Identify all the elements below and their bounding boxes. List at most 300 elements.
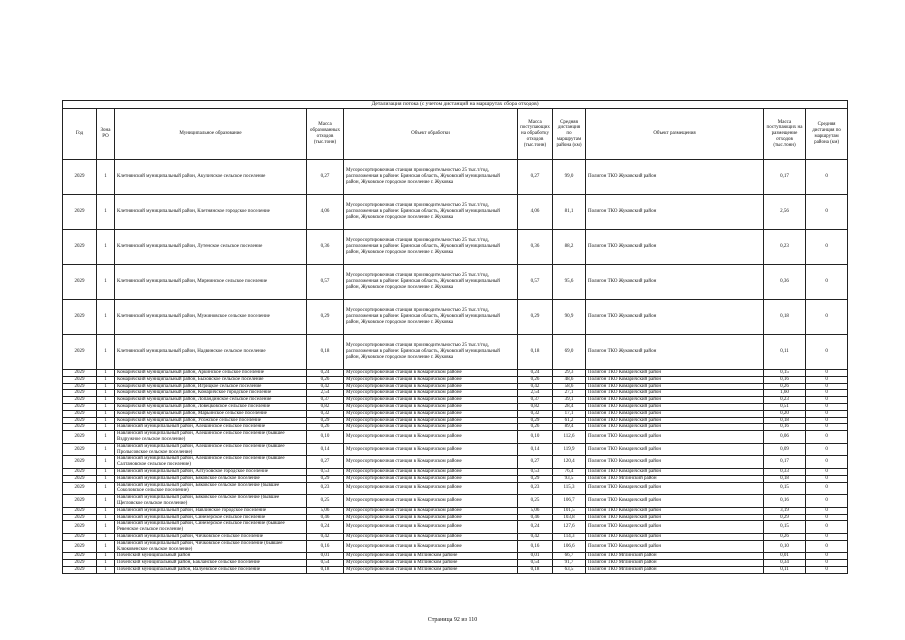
column-header: Масса поступающих на размещение отходов (тыс.тонн) [764,109,806,160]
table-cell: 0,29 [307,417,344,424]
table-cell: 0,17 [764,456,806,469]
table-cell: 0,23 [764,230,806,265]
table-cell: 1 [97,553,115,560]
table-cell: 0,18 [764,475,806,482]
table-cell: Навлинский муниципальный район, Алешинское сельское поселение [115,424,307,431]
waste-flow-table [62,100,848,574]
table-cell: 0,26 [307,424,344,431]
table-cell: 0,26 [307,376,344,383]
table-cell: 69,0 [553,335,586,370]
table-cell: 0,53 [307,468,344,475]
table-cell: 0,25 [518,495,553,508]
table-cell: Полигон ТКО Комаричский район [586,410,764,417]
table-cell: 0,16 [307,540,344,553]
table-caption: Детализация потока (с учетом дистанций на маршрутах сбора отходов) [63,101,848,109]
table-cell: Мусоросортировочная станция в Комаричском районе [344,403,518,410]
table-cell: 0,15 [764,521,806,534]
table-cell: 1 [97,431,115,444]
table-row [63,431,848,444]
table-cell: 2029 [63,475,97,482]
table-cell: 0,11 [764,335,806,370]
table-cell: 2029 [63,390,97,397]
table-cell: 0 [806,566,848,573]
table-cell: 2029 [63,195,97,230]
table-cell: 2029 [63,540,97,553]
table-cell: Мусоросортировочная станция производительностью 25 тыс.т/год, расположенная в районе: Брянская область, Жуковский муниципальный район, Жуковское городское поселение г. Жуковка [344,160,518,195]
table-cell: Полигон ТКО Мглинский район [586,553,764,560]
table-cell: Комаричский муниципальный район, Марьинское сельское поселение [115,410,307,417]
table-cell: 2029 [63,403,97,410]
table-cell: Полигон ТКО Жуковский район [586,230,764,265]
table-cell: 0 [806,160,848,195]
table-row [63,370,848,377]
table-cell: Полигон ТКО Комаричский район [586,397,764,404]
table-cell: 2029 [63,533,97,540]
table-cell: 0,27 [518,456,553,469]
table-cell: Мусоросортировочная станция в Мглинском районе [344,553,518,560]
table-cell: 1 [97,383,115,390]
table-cell: 0,57 [307,265,344,300]
table-cell: Клетнянский муниципальный район, Мирнинское сельское поселение [115,265,307,300]
column-header: Объект размещения [586,109,764,160]
table-cell: Мусоросортировочная станция в Комаричском районе [344,370,518,377]
table-cell: 3,19 [764,507,806,514]
table-cell: 0,23 [764,397,806,404]
table-cell: 0,29 [307,300,344,335]
table-cell: 0 [806,195,848,230]
table-cell: Навлинский муниципальный район, Чичковское сельское поселение (бывшее Клюковенское сельское поселение) [115,540,307,553]
table-cell: 101,5 [553,507,586,514]
table-cell: 1 [97,230,115,265]
table-cell: Комаричский муниципальный район, Игрицкое сельское поселение [115,383,307,390]
table-cell: Мусоросортировочная станция в Комаричском районе [344,383,518,390]
table-cell: Полигон ТКО Комаричский район [586,521,764,534]
table-cell: 0,42 [518,533,553,540]
table-cell: Полигон ТКО Комаричский район [586,376,764,383]
table-cell: 1 [97,160,115,195]
table-row [63,335,848,370]
table-cell: 119,9 [553,443,586,456]
table-cell: 0,82 [518,403,553,410]
table-cell: 0,33 [764,468,806,475]
table-cell: Полигон ТКО Комаричский район [586,507,764,514]
column-header: Средняя дистанция по маршрутам района (км) [806,109,848,160]
table-cell: 103,8 [553,514,586,521]
table-cell: Полигон ТКО Комаричский район [586,431,764,444]
table-row [63,410,848,417]
table-row [63,521,848,534]
table-row [63,533,848,540]
table-cell: Полигон ТКО Мглинский район [586,475,764,482]
table-cell: 0,15 [764,482,806,495]
table-cell: Навлинский муниципальный район, Алешинское сельское поселение (бывшее Салтановское сельское поселение) [115,456,307,469]
table-cell: 2029 [63,560,97,567]
table-cell: 0,16 [764,424,806,431]
table-cell: Полигон ТКО Комаричский район [586,424,764,431]
table-cell: Полигон ТКО Комаричский район [586,383,764,390]
column-header: Муниципальное образование [115,109,307,160]
table-cell: 1 [97,560,115,567]
document-sheet [62,100,847,574]
table-cell: 1 [97,300,115,335]
column-header: Средняя дистанция по маршрутам района (км) [553,109,586,160]
table-cell: Навлинский муниципальный район, Алтуховское городское поселение [115,468,307,475]
table-cell: Полигон ТКО Мглинский район [586,566,764,573]
table-cell: 0 [806,230,848,265]
table-cell: 1 [97,475,115,482]
table-row [63,566,848,573]
table-cell: 27,1 [553,390,586,397]
table-row [63,160,848,195]
table-cell: 1 [97,424,115,431]
table-cell: Комаричский муниципальный район, Лопандинское сельское поселение [115,397,307,404]
table-cell: Навлинский муниципальный район, Бяковское сельское поселение [115,475,307,482]
table-cell: 0,24 [307,370,344,377]
table-cell: Мусоросортировочная станция в Комаричском районе [344,495,518,508]
table-cell: 91,7 [553,560,586,567]
table-cell: 0,54 [518,560,553,567]
table-cell: 0,18 [307,335,344,370]
table-cell: 106,7 [553,495,586,508]
table-cell: 0 [806,540,848,553]
table-cell: Полигон ТКО Комаричский район [586,403,764,410]
table-header-row [63,109,848,160]
table-cell: Мусоросортировочная станция в Комаричском районе [344,410,518,417]
table-cell: Мусоросортировочная станция производительностью 25 тыс.т/год, расположенная в районе: Брянская область, Жуковский муниципальный район, Жуковское городское поселение г. Жуковка [344,265,518,300]
table-cell: 2029 [63,431,97,444]
table-cell: 127,6 [553,521,586,534]
table-cell: 0,57 [518,265,553,300]
table-cell: Клетнянский муниципальный район, Надвинское сельское поселение [115,335,307,370]
table-cell: Полигон ТКО Комаричский район [586,482,764,495]
table-cell: 0,01 [518,553,553,560]
table-cell: 1 [97,533,115,540]
table-cell: 0 [806,265,848,300]
table-cell: 0,29 [307,475,344,482]
table-cell: 1,60 [764,390,806,397]
table-cell: Почепский муниципальный район, Бакланское сельское поселение [115,560,307,567]
table-cell: Полигон ТКО Комаричский район [586,456,764,469]
table-cell: 0,16 [518,540,553,553]
table-cell: Навлинский муниципальный район, Алешинское сельское поселение (бывшее Пролысовское сельское поселение) [115,443,307,456]
table-cell: 0,23 [307,482,344,495]
table-cell: Комаричский муниципальный район, Аркинское сельское поселение [115,370,307,377]
table-cell: 0,42 [518,383,553,390]
table-cell: 4,06 [307,195,344,230]
table-cell: Мусоросортировочная станция в Комаричском районе [344,417,518,424]
table-cell: Полигон ТКО Комаричский район [586,370,764,377]
table-cell: 0 [806,370,848,377]
table-row [63,443,848,456]
table-cell: 95,6 [553,265,586,300]
table-row [63,403,848,410]
table-cell: 0,54 [307,560,344,567]
table-cell: Почепский муниципальный район, Валуевское сельское поселение [115,566,307,573]
table-cell: 115,3 [553,482,586,495]
table-cell: 0 [806,553,848,560]
table-cell: 0,32 [307,410,344,417]
table-row [63,553,848,560]
table-cell: 0 [806,424,848,431]
table-cell: 0,29 [518,475,553,482]
table-row [63,482,848,495]
table-cell: 0 [806,403,848,410]
table-cell: Полигон ТКО Комаричский район [586,533,764,540]
table-cell: 0,36 [518,230,553,265]
table-cell: 112,6 [553,431,586,444]
table-cell: 2029 [63,370,97,377]
table-cell: 1 [97,195,115,230]
table-cell: 93,5 [553,475,586,482]
table-cell: 2029 [63,507,97,514]
table-cell: Мусоросортировочная станция в Комаричском районе [344,507,518,514]
table-cell: 1 [97,507,115,514]
table-cell: Полигон ТКО Комаричский район [586,540,764,553]
table-cell: 17,1 [553,410,586,417]
table-cell: Полигон ТКО Жуковский район [586,300,764,335]
table-cell: 0,24 [307,521,344,534]
table-cell: 0,18 [307,566,344,573]
table-cell: 1 [97,265,115,300]
table-cell: 76,4 [553,468,586,475]
table-cell: 2029 [63,468,97,475]
table-cell: 0 [806,560,848,567]
table-row [63,265,848,300]
column-header: Зона РО [97,109,115,160]
table-cell: 0,46 [307,514,344,521]
table-cell: 2029 [63,160,97,195]
table-cell: 1 [97,566,115,573]
table-cell: 0,18 [764,417,806,424]
table-cell: 2029 [63,521,97,534]
table-cell: 0 [806,514,848,521]
table-cell: 0,26 [764,533,806,540]
table-row [63,376,848,383]
table-cell: 2029 [63,230,97,265]
table-cell: 1 [97,335,115,370]
table-cell: 2,56 [764,195,806,230]
table-row [63,514,848,521]
table-cell: 0,34 [764,560,806,567]
column-header: Масса образованных отходов (тыс.тонн) [307,109,344,160]
table-cell: 1 [97,376,115,383]
table-cell: 0,18 [518,566,553,573]
table-cell: Мусоросортировочная станция в Комаричском районе [344,431,518,444]
table-cell: 0,14 [518,443,553,456]
table-cell: 0,10 [307,431,344,444]
table-cell: 2029 [63,482,97,495]
table-cell: Мусоросортировочная станция в Комаричском районе [344,468,518,475]
table-cell: Навлинский муниципальный район, Чичковское сельское поселение [115,533,307,540]
table-cell: 1 [97,521,115,534]
column-header: Объект обработки [344,109,518,160]
table-cell: 48,6 [553,376,586,383]
table-cell: Комаричский муниципальный район, Быховское сельское поселение [115,376,307,383]
table-cell: 81,1 [553,195,586,230]
table-cell: Полигон ТКО Комаричский район [586,443,764,456]
table-cell: 29,3 [553,370,586,377]
table-cell: Полигон ТКО Комаричский район [586,495,764,508]
table-row [63,230,848,265]
table-cell: 0 [806,475,848,482]
table-row [63,560,848,567]
table-cell: 0,26 [518,424,553,431]
table-cell: 1 [97,370,115,377]
table-cell: Мусоросортировочная станция в Мглинском районе [344,560,518,567]
table-row [63,495,848,508]
table-cell: 0,42 [307,533,344,540]
table-cell: Мусоросортировочная станция производительностью 25 тыс.т/год, расположенная в районе: Брянская область, Жуковский муниципальный район, Жуковское городское поселение г. Жуковка [344,230,518,265]
table-cell: 2029 [63,566,97,573]
table-cell: 0,51 [764,403,806,410]
table-cell: 0,29 [518,300,553,335]
table-cell: 1 [97,482,115,495]
table-cell: 1 [97,540,115,553]
table-cell: 0,37 [518,397,553,404]
table-cell: 0,16 [764,495,806,508]
table-cell: Клетнянский муниципальный район, Акуличское сельское поселение [115,160,307,195]
table-cell: 1 [97,495,115,508]
table-row [63,424,848,431]
table-cell: 1 [97,410,115,417]
table-cell: Навлинский муниципальный район, Алешинское сельское поселение (бывшее Вздружное сельское поселение) [115,431,307,444]
table-cell: 1 [97,390,115,397]
table-cell: 120,4 [553,456,586,469]
table-cell: 2029 [63,424,97,431]
table-cell: 114,3 [553,533,586,540]
table-cell: 2029 [63,456,97,469]
table-caption-row [63,101,848,109]
table-cell: 0,16 [764,376,806,383]
table-cell: Мусоросортировочная станция в Комаричском районе [344,521,518,534]
table-cell: Навлинский муниципальный район, Навлинское городское поселение [115,507,307,514]
table-cell: 0 [806,390,848,397]
table-cell: Мусоросортировочная станция в Комаричском районе [344,443,518,456]
table-cell: Навлинский муниципальный район, Бяковское сельское поселение (бывшее Щегловское сельское поселение) [115,495,307,508]
table-row [63,390,848,397]
table-cell: Мусоросортировочная станция в Комаричском районе [344,540,518,553]
table-cell: Мусоросортировочная станция в Комаричском районе [344,456,518,469]
table-cell: 0 [806,376,848,383]
table-cell: Мусоросортировочная станция производительностью 25 тыс.т/год, расположенная в районе: Брянская область, Жуковский муниципальный район, Жуковское городское поселение г. Жуковка [344,195,518,230]
table-cell: 61,2 [553,417,586,424]
table-cell: 0,82 [307,403,344,410]
table-cell: 0,46 [518,514,553,521]
table-cell: 0,24 [518,521,553,534]
table-cell: 0,29 [518,417,553,424]
table-cell: 39,1 [553,397,586,404]
table-cell: 0,10 [764,540,806,553]
table-cell: Мусоросортировочная станция производительностью 25 тыс.т/год, расположенная в районе: Брянская область, Жуковский муниципальный район, Жуковское городское поселение г. Жуковка [344,300,518,335]
table-cell: 0 [806,533,848,540]
table-cell: 0,14 [307,443,344,456]
table-cell: Комаричский муниципальный район, Ловецковское сельское поселение [115,403,307,410]
table-cell: 0 [806,482,848,495]
table-cell: 0,26 [764,383,806,390]
table-cell: Клетнянский муниципальный район, Лутенское сельское поселение [115,230,307,265]
table-cell: Почепский муниципальный район [115,553,307,560]
table-cell: Полигон ТКО Комаричский район [586,390,764,397]
table-row [63,397,848,404]
table-row [63,456,848,469]
table-row [63,195,848,230]
table-cell: 63,5 [553,566,586,573]
table-cell: 1 [97,468,115,475]
table-cell: 28,4 [553,403,586,410]
table-cell: 0,25 [307,495,344,508]
table-cell: Мусоросортировочная станция в Комаричском районе [344,514,518,521]
table-cell: Навлинский муниципальный район, Бяковское сельское поселение (бывшее Соколовское сельское поселение) [115,482,307,495]
table-row [63,540,848,553]
table-row [63,417,848,424]
table-cell: 0,01 [764,553,806,560]
table-cell: 88,2 [553,230,586,265]
table-cell: 106,6 [553,540,586,553]
table-cell: 0 [806,443,848,456]
table-cell: 2,54 [307,390,344,397]
table-cell: 1 [97,514,115,521]
table-cell: Полигон ТКО Жуковский район [586,265,764,300]
table-cell: 2029 [63,300,97,335]
table-cell: 1 [97,443,115,456]
table-cell: 0,24 [518,370,553,377]
column-header: Масса поступающих на обработку отходов (тыс.тонн) [518,109,553,160]
table-cell: 0,17 [764,160,806,195]
table-cell: 0,10 [518,431,553,444]
table-cell: 0 [806,335,848,370]
table-cell: 0,36 [764,265,806,300]
page-number: Страница 92 из 110 [427,617,478,623]
table-cell: Комаричский муниципальный район, Комаричское городское поселение [115,390,307,397]
table-cell: 0 [806,521,848,534]
table-cell: Мусоросортировочная станция в Комаричском районе [344,424,518,431]
table-cell: 0,23 [518,482,553,495]
table-cell: 0,09 [764,443,806,456]
table-cell: 0,18 [764,300,806,335]
table-cell: 0,27 [307,456,344,469]
table-cell: Мусоросортировочная станция в Комаричском районе [344,482,518,495]
table-cell: 2029 [63,553,97,560]
table-cell: 0 [806,410,848,417]
table-cell: 0,27 [518,160,553,195]
table-cell: 0,53 [518,468,553,475]
table-cell: 0,27 [307,160,344,195]
table-cell: 2029 [63,376,97,383]
table-row [63,468,848,475]
table-cell: 2029 [63,495,97,508]
table-cell: 0,15 [764,370,806,377]
table-cell: 0 [806,417,848,424]
table-cell: 99,0 [553,160,586,195]
table-cell: 5,06 [307,507,344,514]
table-cell: 0,36 [307,230,344,265]
table-cell: 2029 [63,383,97,390]
table-cell: 0,01 [307,553,344,560]
table-cell: 1 [97,403,115,410]
table-cell: 2029 [63,265,97,300]
table-cell: 0,06 [764,431,806,444]
table-cell: 89,4 [553,424,586,431]
table-cell: Полигон ТКО Жуковский район [586,160,764,195]
table-cell: 5,06 [518,507,553,514]
table-cell: Мусоросортировочная станция в Комаричском районе [344,390,518,397]
table-cell: 2,54 [518,390,553,397]
table-cell: 1 [97,456,115,469]
table-cell: 0,26 [518,376,553,383]
table-cell: 0 [806,495,848,508]
table-cell: Мусоросортировочная станция в Комаричском районе [344,533,518,540]
table-cell: 4,06 [518,195,553,230]
